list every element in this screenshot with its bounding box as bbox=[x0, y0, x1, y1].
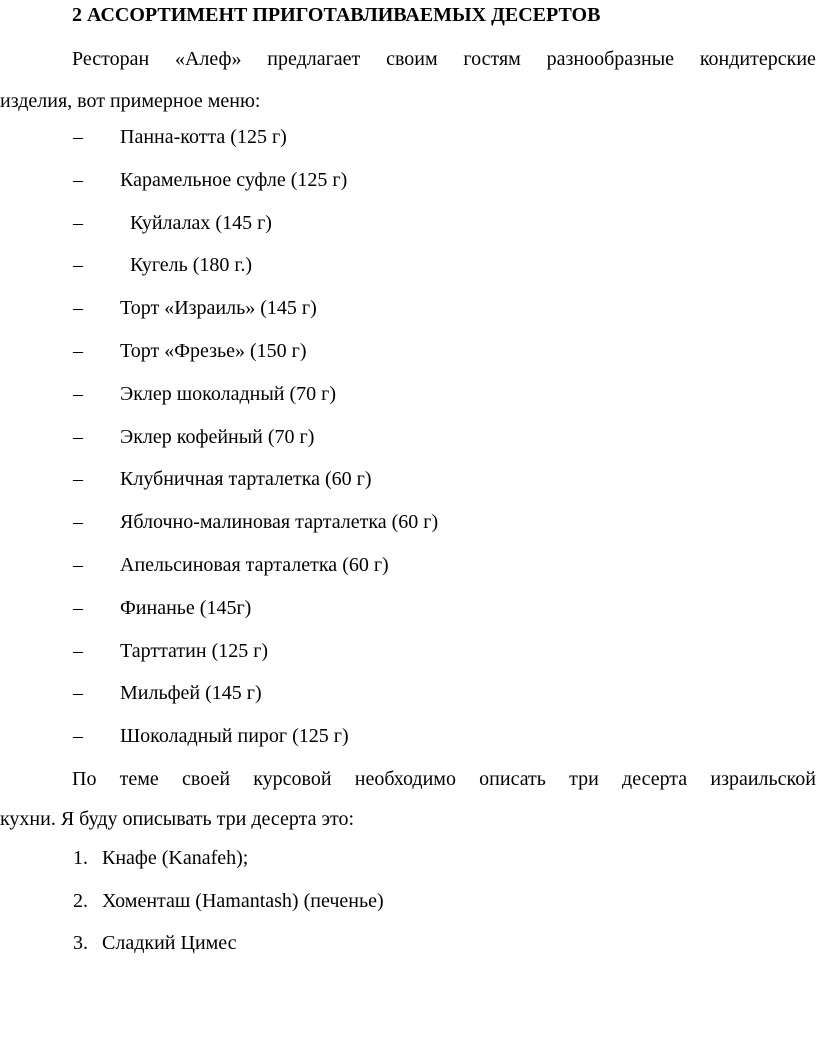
list-item bbox=[0, 845, 816, 888]
list-item bbox=[0, 930, 816, 973]
dash-bullet: – bbox=[73, 725, 83, 748]
word: своей bbox=[182, 768, 231, 790]
word: израильской bbox=[710, 768, 816, 790]
menu-item-text: Панна-котта (125 г) bbox=[120, 126, 287, 148]
word: описать bbox=[479, 768, 546, 790]
word: разнообразные bbox=[546, 48, 675, 70]
dessert-name: Сладкий Цимес bbox=[102, 932, 237, 954]
menu-item-text: Эклер кофейный (70 г) bbox=[120, 425, 315, 448]
menu-item-text: Шоколадный пирог (125 г) bbox=[120, 725, 349, 748]
course-paragraph-line-1 bbox=[72, 766, 816, 792]
dash-bullet: – bbox=[73, 168, 83, 191]
word: своим bbox=[386, 48, 438, 70]
word: предлагает bbox=[267, 48, 361, 70]
course-paragraph-line-2: кухни. Я буду описывать три десерта это: bbox=[0, 808, 355, 830]
list-item bbox=[0, 595, 816, 638]
dessert-name: Хоменташ (Hamantash) (печенье) bbox=[102, 889, 384, 912]
menu-item-text: Яблочно-малиновая тарталетка (60 г) bbox=[120, 511, 439, 534]
menu-item-text: Торт «Израиль» (145 г) bbox=[120, 297, 317, 320]
menu-item-text: Тарттатин (125 г) bbox=[120, 639, 269, 662]
dash-bullet: – bbox=[73, 511, 83, 534]
word: «Алеф» bbox=[174, 48, 242, 70]
dash-bullet: – bbox=[73, 682, 83, 705]
word: три bbox=[569, 768, 599, 790]
menu-item-text: Мильфей (145 г) bbox=[120, 682, 262, 705]
word: необходимо bbox=[354, 768, 456, 790]
list-item bbox=[0, 252, 816, 295]
list-item bbox=[0, 210, 816, 253]
word: кондитерские bbox=[699, 48, 816, 70]
dash-bullet: – bbox=[73, 639, 83, 662]
dash-bullet: – bbox=[73, 382, 83, 405]
list-number: 3. bbox=[73, 932, 88, 954]
menu-item-text: Клубничная тарталетка (60 г) bbox=[120, 468, 372, 491]
menu-item-text: Куйлалах (145 г) bbox=[130, 211, 272, 234]
menu-item-text: Кугель (180 г.) bbox=[130, 254, 253, 277]
dash-bullet: – bbox=[73, 126, 83, 148]
chosen-desserts-list bbox=[0, 845, 816, 973]
menu-item-text: Финанье (145г) bbox=[120, 596, 252, 619]
list-item bbox=[0, 509, 816, 552]
dash-bullet: – bbox=[73, 468, 83, 491]
dash-bullet: – bbox=[73, 297, 83, 320]
list-item bbox=[0, 888, 816, 931]
list-item bbox=[0, 638, 816, 681]
list-item bbox=[0, 424, 816, 467]
dash-bullet: – bbox=[73, 211, 83, 234]
list-item bbox=[0, 723, 816, 766]
word: Ресторан bbox=[72, 48, 150, 70]
word: гостям bbox=[463, 48, 521, 70]
list-item bbox=[0, 338, 816, 381]
dash-bullet: – bbox=[73, 254, 83, 277]
list-item bbox=[0, 552, 816, 595]
dash-bullet: – bbox=[73, 339, 83, 362]
word: курсовой bbox=[253, 768, 332, 790]
intro-paragraph-line-1 bbox=[72, 46, 816, 72]
list-item bbox=[0, 295, 816, 338]
list-number: 1. bbox=[73, 847, 88, 869]
list-number: 2. bbox=[73, 889, 88, 912]
dash-bullet: – bbox=[73, 425, 83, 448]
list-item bbox=[0, 466, 816, 509]
dessert-name: Кнафе (Kanafeh); bbox=[102, 847, 249, 869]
dash-bullet: – bbox=[73, 596, 83, 619]
dessert-menu-list bbox=[0, 124, 816, 766]
menu-item-text: Эклер шоколадный (70 г) bbox=[120, 382, 337, 405]
section-heading: 2 АССОРТИМЕНТ ПРИГОТАВЛИВАЕМЫХ ДЕСЕРТОВ bbox=[72, 4, 601, 26]
dash-bullet: – bbox=[73, 553, 83, 576]
menu-item-text: Апельсиновая тарталетка (60 г) bbox=[120, 553, 389, 576]
list-item bbox=[0, 381, 816, 424]
list-item bbox=[0, 124, 816, 167]
menu-item-text: Карамельное суфле (125 г) bbox=[120, 168, 348, 191]
intro-paragraph-line-2: изделия, вот примерное меню: bbox=[0, 90, 261, 112]
menu-item-text: Торт «Фрезье» (150 г) bbox=[120, 339, 307, 362]
list-item bbox=[0, 680, 816, 723]
word: По bbox=[72, 768, 97, 790]
word: десерта bbox=[622, 768, 688, 790]
list-item bbox=[0, 167, 816, 210]
word: теме bbox=[119, 768, 159, 790]
